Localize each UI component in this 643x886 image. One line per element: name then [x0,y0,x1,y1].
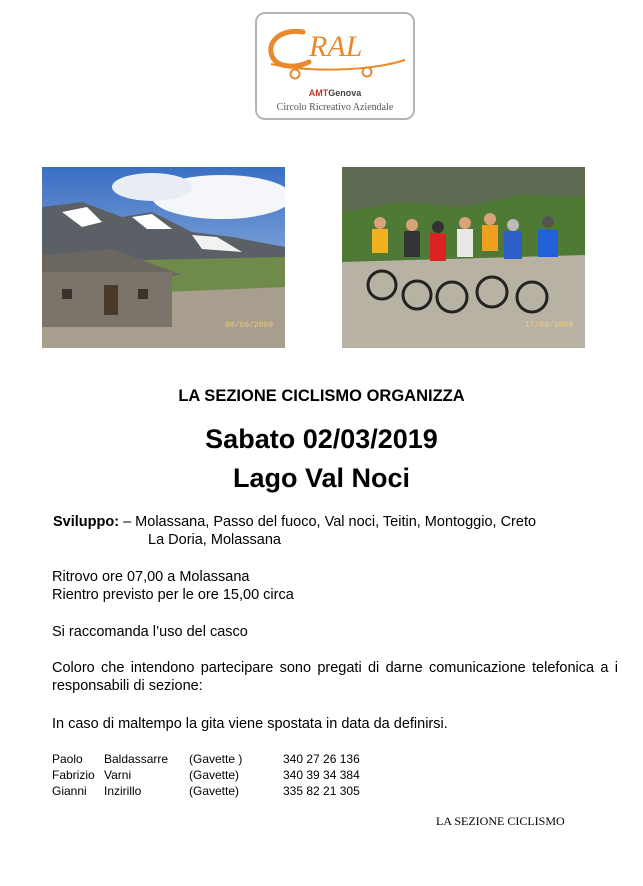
cral-logo [255,12,415,120]
photo-date-stamp: 17/06/2009 [524,321,573,330]
contact-last-name: Inzirillo [104,784,142,798]
contacts-table [52,751,360,799]
contact-first-name: Gianni [52,784,87,798]
route-line-1: – Molassana, Passo del fuoco, Val noci, Teitin, Montoggio, Creto [123,514,537,530]
route-label: Sviluppo: [53,514,120,530]
logo-company-name: Genova [328,88,362,98]
contact-first-name: Fabrizio [52,768,95,782]
contact-location: (Gavette ) [189,752,243,766]
route-line-2: La Doria, Molassana [148,532,281,548]
bad-weather-notice: In caso di maltempo la gita viene spostata in data da definirsi. [52,716,448,732]
contact-first-name: Paolo [52,752,83,766]
section-heading: LA SEZIONE CICLISMO ORGANIZZA [178,387,465,405]
contact-phone: 340 39 34 384 [283,768,360,782]
contact-phone: 335 82 21 305 [283,784,360,798]
contact-row [52,783,360,799]
mountain-hut-photo [42,167,285,348]
contact-location: (Gavette) [189,768,240,782]
contact-last-name: Varni [104,768,132,782]
logo-company [257,88,413,98]
event-date: Sabato 02/03/2019 [205,424,438,454]
contact-row [52,751,360,767]
cyclists-group-photo [342,167,585,348]
logo-subtitle: Circolo Ricreativo Aziendale [276,102,394,113]
photo-date-stamp: 08/06/2009 [224,321,273,330]
meeting-info: Ritrovo ore 07,00 a Molassana [52,569,250,585]
contact-phone: 340 27 26 136 [283,752,360,766]
signature: LA SEZIONE CICLISMO [436,814,565,828]
contact-request: Coloro che intendono partecipare sono pregati di darne comunicazione telefonica a i responsabili di sezione: [52,660,618,694]
route-description [53,513,613,549]
helmet-notice: Si raccomanda l’uso del casco [52,624,248,640]
event-place: Lago Val Noci [232,463,411,493]
contact-row [52,767,360,783]
contact-last-name: Baldassarre [104,752,169,766]
return-info: Rientro previsto per le ore 15,00 circa [52,587,294,603]
logo-brand-text: RAL [309,30,363,63]
logo-company-prefix: AMT [308,88,329,98]
contact-location: (Gavette) [189,784,240,798]
